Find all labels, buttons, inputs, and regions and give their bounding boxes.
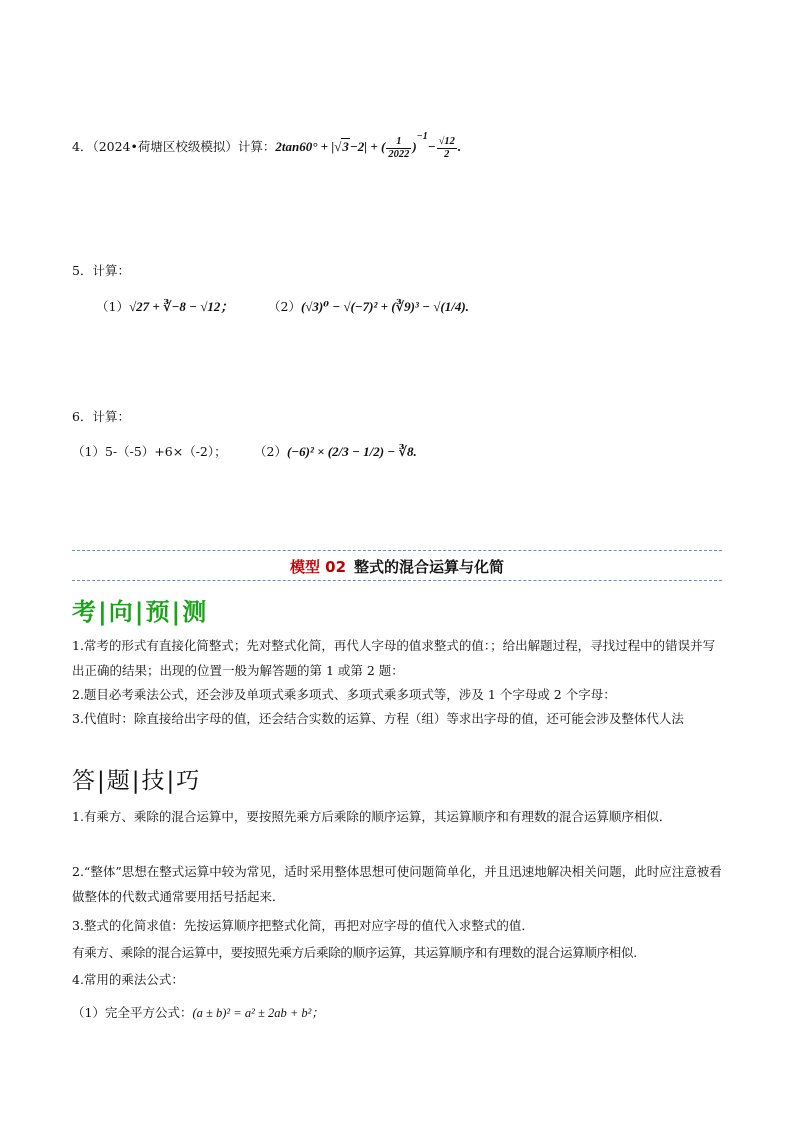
- q6-part2: [254, 443, 417, 461]
- section1-paragraph-1: 1.常考的形式有直接化简整式；先对整式化简，再代人字母的值求整式的值：；给出解题过程，寻找过程中的错误并写出正确的结果；出现的位置一般为解答题的第 1 或第 2 题：: [72, 638, 716, 678]
- q4-sqrt3: 3: [342, 139, 349, 154]
- q5-title: 5．计算：: [72, 263, 130, 278]
- perfect-square-formula: (a ± b)² = a² ± 2ab + b²；: [192, 1006, 324, 1020]
- divider-top: [72, 550, 722, 551]
- q5-part2-expr: (√3)⁰ − √(−7)² + (∛9)³ − √(1/4).: [300, 299, 469, 314]
- formula-label: （1）完全平方公式：: [72, 1005, 193, 1020]
- q4-expr-b: −2| + (: [349, 139, 386, 154]
- section2-paragraph-4: 有乘方、乘除的混合运算中，要按照先乘方后乘除的顺序运算，其运算顺序和有理数的混合运算顺序相似.: [72, 945, 637, 960]
- divider-bottom: [72, 580, 722, 581]
- q5-part1: [96, 298, 233, 316]
- section2-formula-line: [72, 1004, 324, 1022]
- section2-paragraph-3: 3.整式的化简求值：先按运算顺序把整式化简，再把对应字母的值代入求整式的值．: [72, 918, 534, 933]
- q4-expression: 2tan60° + |√3−2| + ( $\frac{1}{2022}$ )$^{-1}$− $\frac{√12}{2}$ .: [275, 131, 462, 160]
- section2-paragraph-2: 2.“整体”思想在整式运算中较为常见，适时采用整体思想可使问题简单化，并且迅速地解决相关问题，此时应注意被看做整体的代数式通常要用括号括起来．: [72, 864, 722, 904]
- question-4: [72, 128, 461, 161]
- section2-paragraph-1: 1.有乘方、乘除的混合运算中，要按照先乘方后乘除的顺序运算，其运算顺序和有理数的混合运算顺序相似．: [72, 809, 672, 824]
- model-banner: [0, 556, 794, 577]
- model-title: 整式的混合运算与化简: [354, 558, 505, 576]
- q4-end: .: [457, 139, 462, 154]
- section1-paragraph-2: 2.题目必考乘法公式，还会涉及单项式乘多项式、多项式乘多项式等，涉及 1 个字母或 2 个字母：: [72, 687, 616, 702]
- model-number: 模型 02: [289, 558, 347, 576]
- q4-fraction-2: $\frac{√12}{2}$: [438, 135, 455, 160]
- q5-part2-label: （2）: [268, 299, 301, 314]
- q5-part1-expr: √27 + ∛−8 − √12；: [128, 299, 234, 314]
- section-heading-tips: 答|题|技|巧: [72, 768, 202, 794]
- q4-minus: −: [427, 139, 436, 154]
- section1-paragraph-3: 3.代值时：除直接给出字母的值，还会结合实数的运算、方程（组）等求出字母的值，还可能会涉及整体代人法: [72, 711, 684, 726]
- q6-title: 6．计算：: [72, 409, 130, 424]
- q6-part2-label: （2）: [254, 444, 287, 459]
- q4-source: （2024•荷塘区校级模拟）计算：: [92, 139, 276, 154]
- q5-part1-label: （1）: [96, 299, 129, 314]
- q6-part1: （1）5-（-5）+6×（-2）；: [72, 444, 227, 459]
- q4-expr-a: 2tan60° + |: [275, 139, 335, 154]
- q4-expr-c: ): [412, 139, 417, 154]
- q4-exponent: −1: [416, 131, 428, 142]
- q6-part2-expr: (−6)² × (2/3 − 1/2) − ∛8.: [286, 444, 417, 459]
- q4-fraction-1: $\frac{1}{2022}$: [388, 135, 410, 160]
- section2-paragraph-5: 4.常用的乘法公式：: [72, 972, 184, 987]
- q5-part2: [268, 298, 469, 316]
- section-heading-trends: 考|向|预|测: [72, 598, 209, 626]
- q4-number: 4．: [72, 139, 93, 154]
